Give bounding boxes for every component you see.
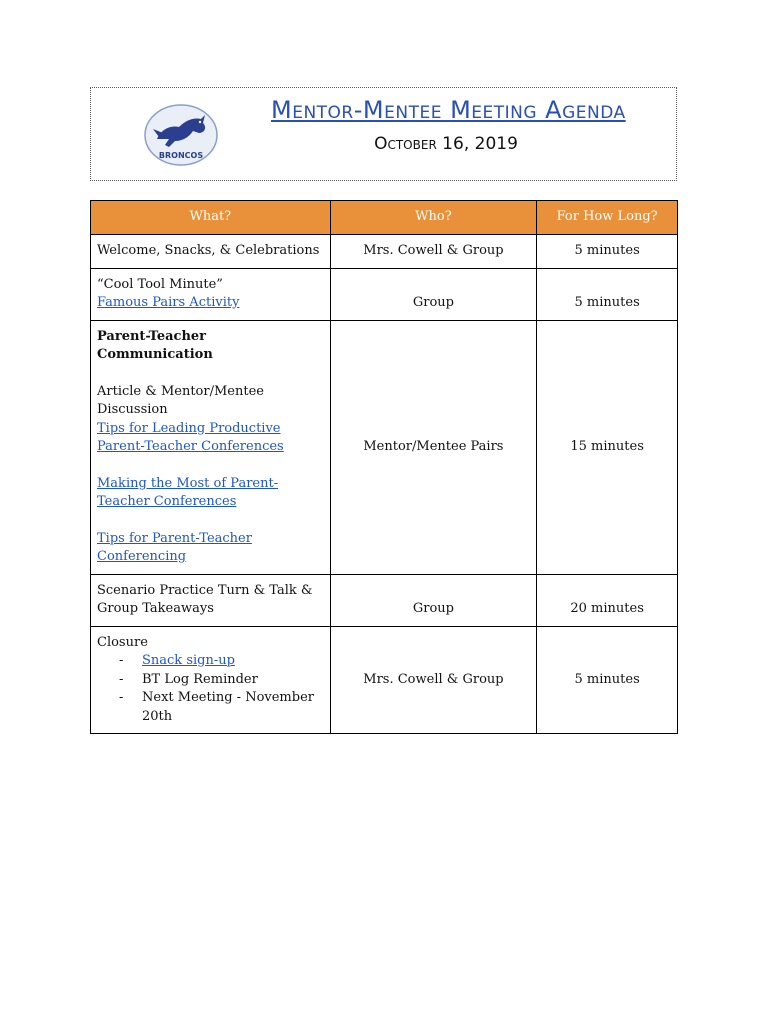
page-title: Mentor-Mentee Meeting Agenda bbox=[271, 96, 626, 124]
cell-who: Mrs. Cowell & Group bbox=[330, 235, 537, 269]
cool-tool-label: “Cool Tool Minute” bbox=[97, 276, 223, 292]
cell-what bbox=[91, 626, 331, 734]
cell-duration: 5 minutes bbox=[537, 235, 678, 269]
discussion-label: Article & Mentor/Mentee Discussion bbox=[97, 383, 264, 417]
cell-what: Scenario Practice Turn & Talk & Group Takeaways bbox=[91, 574, 331, 626]
column-header-who: Who? bbox=[330, 201, 537, 235]
cell-duration: 5 minutes bbox=[537, 268, 678, 320]
section-heading: Parent-Teacher Communication bbox=[97, 328, 213, 362]
list-item bbox=[97, 652, 324, 671]
meeting-date: October 16, 2019 bbox=[374, 134, 518, 154]
list-item: - Next Meeting - November 20th bbox=[97, 689, 324, 726]
cell-duration: 15 minutes bbox=[537, 320, 678, 574]
tips-leading-conferences-link[interactable]: Tips for Leading Productive Parent-Teacher Conferences bbox=[97, 420, 284, 454]
cell-who: Mentor/Mentee Pairs bbox=[330, 320, 537, 574]
agenda-table bbox=[90, 200, 678, 734]
cell-who: Group bbox=[330, 574, 537, 626]
table-row bbox=[91, 574, 678, 626]
table-header-row bbox=[91, 201, 678, 235]
column-header-what: What? bbox=[91, 201, 331, 235]
cell-who: Group bbox=[330, 268, 537, 320]
column-header-duration: For How Long? bbox=[537, 201, 678, 235]
table-row bbox=[91, 320, 678, 574]
cell-who: Mrs. Cowell & Group bbox=[330, 626, 537, 734]
table-row bbox=[91, 235, 678, 269]
table-row bbox=[91, 626, 678, 734]
making-most-conferences-link[interactable]: Making the Most of Parent-Teacher Conferences bbox=[97, 475, 279, 509]
tips-conferencing-link[interactable]: Tips for Parent-Teacher Conferencing bbox=[97, 530, 252, 564]
cell-what bbox=[91, 268, 331, 320]
cell-what bbox=[91, 320, 331, 574]
cell-what: Welcome, Snacks, & Celebrations bbox=[91, 235, 331, 269]
header-box bbox=[90, 87, 677, 181]
table-row bbox=[91, 268, 678, 320]
closure-list bbox=[97, 652, 324, 726]
cell-duration: 5 minutes bbox=[537, 626, 678, 734]
list-item: - BT Log Reminder bbox=[97, 671, 324, 690]
famous-pairs-link[interactable]: Famous Pairs Activity bbox=[97, 295, 240, 310]
cell-duration: 20 minutes bbox=[537, 574, 678, 626]
svg-text:BRONCOS: BRONCOS bbox=[158, 151, 204, 160]
broncos-logo bbox=[143, 103, 219, 167]
snack-signup-link[interactable]: Snack sign-up bbox=[142, 653, 235, 668]
closure-label: Closure bbox=[97, 634, 148, 650]
